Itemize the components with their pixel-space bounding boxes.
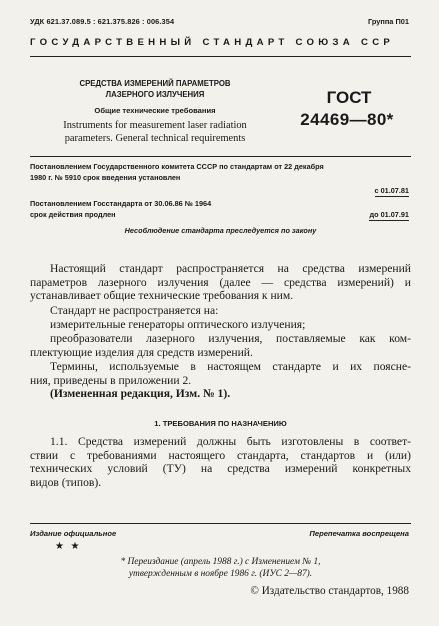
date-introduced: с 01.07.81 — [374, 186, 409, 195]
title-ru-line2: ЛАЗЕРНОГО ИЗЛУЧЕНИЯ — [105, 90, 205, 99]
section-1-1 — [30, 435, 411, 489]
intro-line: Настоящий стандарт распространяется на средства измерений — [50, 262, 411, 275]
gost-number: 24469—80* — [300, 110, 394, 129]
terms-line: Термины, используемые в настоящем стандарте и их поясне- — [50, 360, 411, 373]
udk-code: УДК 621.37.089.5 : 621.375.826 : 006.354 — [30, 17, 175, 26]
title-en-line1: Instruments for measurement laser radiation — [63, 120, 247, 131]
gost-label: ГОСТ — [326, 88, 372, 107]
terms-line: ния, приведены в приложении 2. — [30, 373, 192, 387]
decree-line3: Постановлением Госстандарта от 30.06.86 № 1964 — [30, 199, 212, 208]
amendment-note: (Измененная редакция, Изм. № 1). — [50, 387, 231, 400]
section-line: ствии с требованиями настоящего стандарта, стандартов и (или) — [30, 448, 411, 462]
intro-line: устанавливает общие технические требования к ним. — [30, 289, 294, 303]
decree-line1: Постановлением Государственного комитета СССР по стандартам от 22 декабря — [30, 162, 324, 171]
terms-paragraph — [30, 360, 411, 387]
converters-paragraph — [30, 332, 411, 359]
converters-line: преобразователи лазерного излучения, поставляемые как ком- — [50, 332, 411, 345]
star-marks: ★ ★ — [55, 541, 82, 552]
intro-paragraph — [30, 262, 411, 303]
reissue-line2: утвержденным в ноябре 1986 г. (ИУС 2—87). — [128, 569, 313, 579]
title-ru-line1: СРЕДСТВА ИЗМЕРЕНИЙ ПАРАМЕТРОВ — [79, 79, 231, 88]
exclusion-paragraph — [30, 304, 411, 331]
date-extended: до 01.07.91 — [369, 210, 409, 219]
decree-line4: срок действия продлен — [30, 210, 116, 219]
converters-line: плектующие изделия для средств измерений. — [30, 345, 253, 359]
section-line: видов (типов). — [30, 475, 102, 489]
section-line: технических условий (ТУ) на средства измерений конкретных — [30, 462, 411, 476]
footer-rule — [30, 523, 411, 524]
title-en-line2: parameters. General technical requirements — [64, 133, 246, 144]
reissue-line1: * Переиздание (апрель 1988 г.) с Изменением № 1, — [120, 557, 321, 567]
exclusion-line: Стандарт не распространяется на: — [50, 304, 219, 317]
subtitle-ru: Общие технические требования — [94, 106, 216, 115]
legal-notice: Несоблюдение стандарта преследуется по закону — [124, 226, 317, 235]
official-edition: Издание официальное — [30, 529, 117, 538]
copyright: © Издательство стандартов, 1988 — [250, 585, 409, 597]
reprint-prohibited: Перепечатка воспрещена — [309, 529, 409, 538]
section-line: 1.1. Средства измерений должны быть изготовлены в соответ- — [50, 435, 411, 448]
intro-line: параметров лазерного излучения (далее — средства измерений) и — [30, 275, 411, 289]
exclusion-line: измерительные генераторы оптического излучения; — [50, 317, 306, 331]
group-code: Группа П01 — [367, 17, 409, 26]
decree-line2: 1980 г. № 5910 срок введения установлен — [30, 173, 181, 182]
header-rule — [30, 56, 411, 57]
standard-banner: ГОСУДАРСТВЕННЫЙ СТАНДАРТ СОЮЗА ССР — [30, 37, 395, 48]
section-heading: 1. ТРЕБОВАНИЯ ПО НАЗНАЧЕНИЮ — [154, 419, 287, 428]
title-rule — [30, 156, 411, 157]
